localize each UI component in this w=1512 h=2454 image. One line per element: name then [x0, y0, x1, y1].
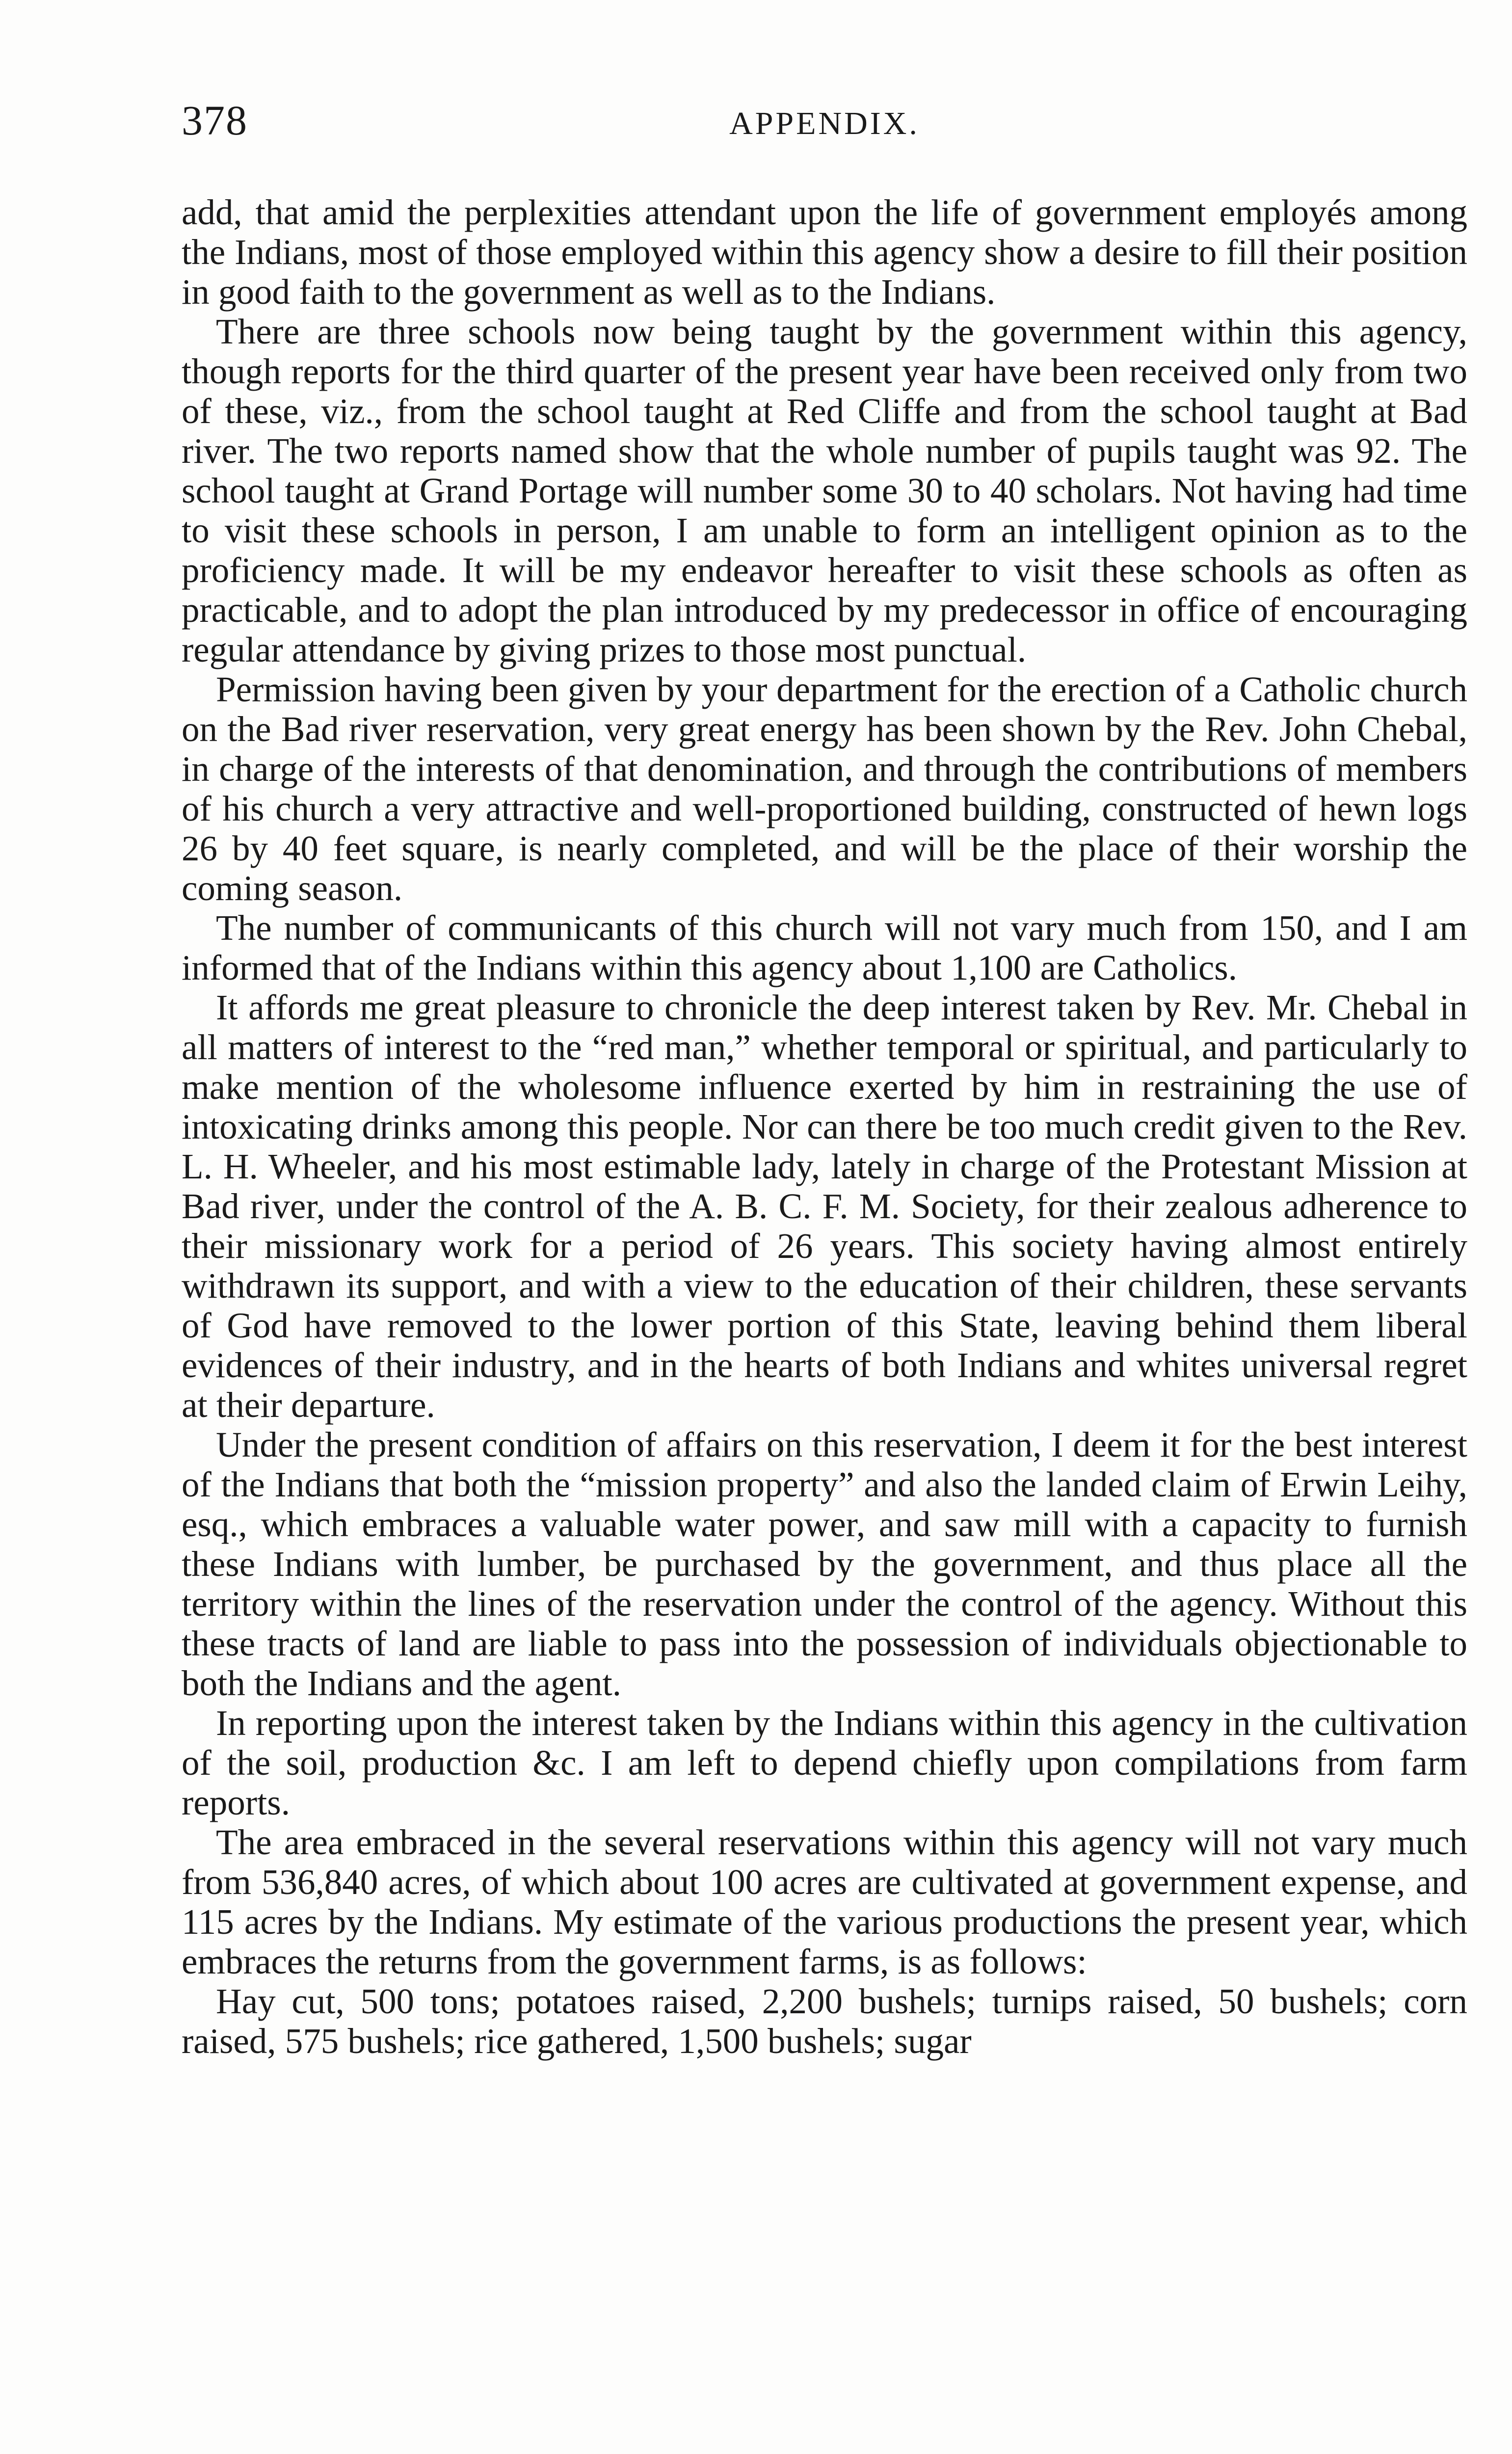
paragraph-cultivation: In reporting upon the interest taken by the Indians within this agency in the cultivation of the soil, production &c. I am left to depend chiefly upon compilations from farm reports.	[182, 1703, 1467, 1822]
paragraph-missionaries: It affords me great pleasure to chronicle the deep interest taken by Rev. Mr. Chebal in all matters of interest to the “red man,” whether temporal or spiritual, and particularly to make mention of the wholesome influence exerted by him in restraining the use of intoxicating drinks among this people. Nor can there be too much credit given to the Rev. L. H. Wheeler, and his most estimable lady, lately in charge of the Protestant Mission at Bad river, under the control of the A. B. C. F. M. Society, for their zealous adherence to their missionary work for a period of 26 years. This society having almost entirely withdrawn its support, and with a view to the education of their children, these servants of God have removed to the lower portion of this State, leaving behind them liberal evidences of their industry, and in the hearts of both Indians and whites universal regret at their departure.	[182, 987, 1467, 1425]
paragraph-reservation-area: The area embraced in the several reservations within this agency will not vary much from 536,840 acres, of which about 100 acres are cultivated at government expense, and 115 acres by the Indians. My estimate of the various productions the present year, which embraces the returns from the government farms, is as follows:	[182, 1822, 1467, 1981]
paragraph-continuation: add, that amid the perplexities attendant upon the life of government employés among the Indians, most of those employed within this agency show a desire to fill their position in good faith to the government as well as to the Indians.	[182, 192, 1467, 312]
page-header	[182, 96, 1467, 160]
paragraph-schools: There are three schools now being taught by the government within this agency, though reports for the third quarter of the present year have been received only from two of these, viz., from the school taught at Red Cliffe and from the school taught at Bad river. The two reports named show that the whole number of pupils taught was 92. The school taught at Grand Portage will number some 30 to 40 scholars. Not having had time to visit these schools in person, I am unable to form an intelligent opinion as to the proficiency made. It will be my endeavor hereafter to visit these schools as often as practicable, and to adopt the plan introduced by my predecessor in office of encouraging regular attendance by giving prizes to those most punctual.	[182, 312, 1467, 669]
paragraph-mission-property: Under the present condition of affairs on this reservation, I deem it for the best interest of the Indians that both the “mission property” and also the landed claim of Erwin Leihy, esq., which embraces a valuable water power, and saw mill with a capacity to furnish these Indians with lumber, be purchased by the government, and thus place all the territory within the lines of the reservation under the control of the agency. Without this these tracts of land are liable to pass into the possession of individuals objectionable to both the Indians and the agent.	[182, 1425, 1467, 1703]
running-head: APPENDIX.	[729, 106, 920, 141]
paragraph-productions: Hay cut, 500 tons; potatoes raised, 2,200 bushels; turnips raised, 50 bushels; corn raised, 575 bushels; rice gathered, 1,500 bushels; sugar	[182, 1981, 1467, 2061]
paragraph-catholic-church: Permission having been given by your department for the erection of a Catholic church on the Bad river reservation, very great energy has been shown by the Rev. John Chebal, in charge of the interests of that denomination, and through the contributions of members of his church a very attractive and well-proportioned building, constructed of hewn logs 26 by 40 feet square, is nearly completed, and will be the place of their worship the coming season.	[182, 669, 1467, 908]
body-text	[182, 192, 1467, 2061]
paragraph-communicants: The number of communicants of this church will not vary much from 150, and I am informed that of the Indians within this agency about 1,100 are Catholics.	[182, 908, 1467, 987]
page-number: 378	[182, 97, 248, 144]
